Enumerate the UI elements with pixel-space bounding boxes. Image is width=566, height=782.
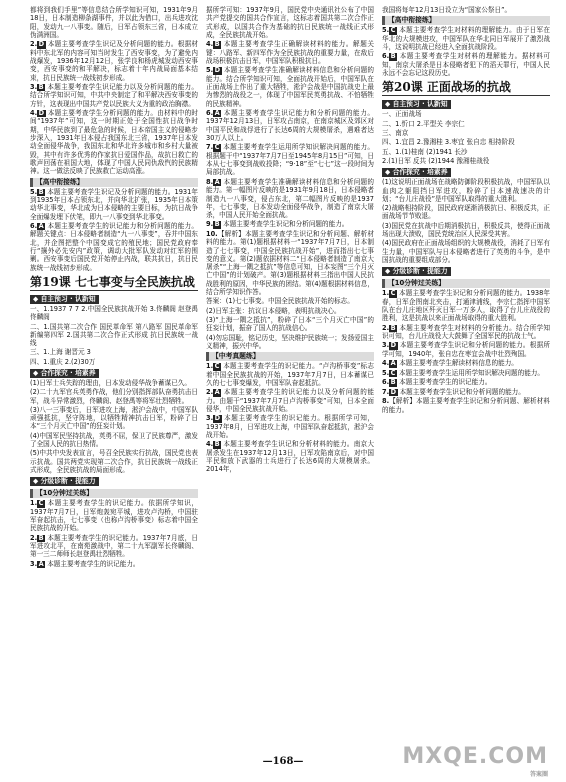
question-answer bbox=[382, 397, 550, 414]
explanation-text: 本题主要考查学生识记及分析问题的能力。根据材料中东北军的内容可知当时发生了西安事变，为了避免内战爆发，1936年12月12日，张学良和杨虎城发动西安事变，西安事变的和平解决，标志着十年内战局面基本结束，抗日民族统一战线初步形成。 bbox=[30, 40, 198, 82]
answer-paragraph: 我国将每年12月13日设立为“国家公祭日”。 bbox=[382, 6, 512, 14]
subsection-heading: 【中考真题练】 bbox=[206, 352, 374, 361]
explanation-text: 本题主要考查学生的识记能力。 bbox=[47, 559, 140, 568]
answer-letter: B bbox=[214, 440, 220, 449]
explanation-text: 本题主要考查学生正确解读材料的能力。解题关键：八路军、新四军作为全民族抗战的重要力量，在敌后战场积极抗击日军，中国军队积极抗日。 bbox=[206, 40, 374, 65]
answer-paragraph: 一、1.1937 7 7 2.中国全民族抗战开始 3.佟麟阁 赵登禹 佟麟阁 bbox=[30, 304, 198, 322]
question-number: 2. bbox=[206, 388, 214, 397]
answer-paragraph: (3)国民党在抗战中后期消极抗日，积极反共，使得正面战场出现大溃败，国民党统治区人民深受其害。 bbox=[382, 221, 550, 239]
question-number: 10. bbox=[206, 229, 218, 238]
question-answer bbox=[206, 414, 374, 439]
question-answer bbox=[382, 369, 550, 378]
explanation-text: 本题主要考查学生的识记能力。 bbox=[399, 378, 492, 387]
question-answer bbox=[206, 143, 374, 176]
answer-letter: A bbox=[214, 388, 220, 397]
question-answer bbox=[206, 220, 374, 229]
answer-letter: A bbox=[214, 177, 220, 186]
question-answer bbox=[30, 188, 198, 221]
question-number: 6. bbox=[30, 221, 38, 230]
explanation-text: 本题主要考查学生识记能力以及分析问题的能力。结合所学知识可知，中共中央制定了和平解决西安事变的方针，这表现出中国共产党以民族大义为重的政治胸襟。 bbox=[30, 82, 198, 108]
explanation-text: 【解析】本题主要考查学生识记和分析问题、解析材料的能力。第(1)题根据材料一“1937年7月7日，日本制造了七七事变，中国全民族抗战开始”，进而指出七七事变的意义。第(2)题依据材料二“日本侵略者制造了南京大屠杀”“上海一隅之抵抗”等信息可知，日本妄图“三个月灭亡中国”的计划破产。第(3)题根据材料三指出中国人民抗战胜利的原因，中华民族的团结。第(4)题根据材料信息，结合所学知识作答。 bbox=[206, 229, 374, 297]
question-number: 2. bbox=[30, 40, 38, 49]
answer-letter: B bbox=[390, 378, 396, 387]
question-number: 6. bbox=[382, 378, 390, 387]
answer-letter: D bbox=[38, 40, 45, 49]
section-band: ◆ 自主预习 · 认新知 bbox=[382, 100, 451, 109]
section-band: ◆ 自主预习 · 认新知 bbox=[30, 295, 99, 304]
explanation-text: 本题主要考查学生分析问题的能力。由材料中的时间“1937年”可知，这一时期正处于全国性抗日战争时期，中华民族到了最危急的时候，日本帝国主义的侵略步步深入，1931年日本侵占我国东北三省，1937年日本发动全面侵华战争，我国东北和华北许多城市和乡村大量被毁，其中有许多优秀的作家抗日爱国作品，故抗日救亡的歌声回荡在祖国大地，体现了中国人民同仇敌忾的民族精神。这一做法反映了民族救亡运动高涨。 bbox=[30, 108, 198, 176]
answer-paragraph: 四、1.宜昌 2.豫湘桂 3.枣宜 张自忠 相持阶段 bbox=[382, 138, 515, 147]
explanation-text: 本题主要考查学生识记和分析材料的能力。南京大屠杀发生在1937年12月13日，日军攻陷南京后，对中国平民和放下武器的士兵进行了长达6周的大规模屠杀。2014年， bbox=[206, 440, 374, 474]
question-answer bbox=[382, 324, 550, 341]
answer-letter: C bbox=[214, 362, 220, 371]
explanation-text: 本题主要考查学生识记和分析问题的能力。 bbox=[399, 387, 525, 396]
answer-letter: C bbox=[38, 499, 44, 508]
answer-paragraph: (2)战略相持阶段，国民政府逐渐消极抗日、积极反共，正面战场节节败退。 bbox=[382, 204, 550, 221]
explanation-text: 本题主要考查学生的识记能力。1937年7月底，日军进攻北平，在南苑激战中，第二十九军副军长佟麟阁、第一三二师师长赵登禹壮烈牺牲。 bbox=[30, 533, 198, 559]
answer-letter: D bbox=[38, 108, 45, 117]
question-answer bbox=[206, 362, 374, 387]
question-answer bbox=[206, 388, 374, 413]
question-number: 3. bbox=[382, 341, 390, 350]
explanation-text: 本题主要考查学生识记和分析问题的能力。 bbox=[223, 220, 349, 229]
page-number: —168— bbox=[262, 756, 304, 767]
question-number: 1. bbox=[382, 289, 390, 298]
question-number: 4. bbox=[206, 440, 214, 449]
column-right bbox=[382, 6, 550, 748]
question-number: 5. bbox=[30, 187, 38, 196]
explanation-text: 本题主要考查学生对材料的分析能力。结合所学知识可知，台儿庄战役大大鼓舞了全国军民的抗战士气。 bbox=[382, 323, 550, 341]
question-answer bbox=[206, 40, 374, 65]
answer-paragraph: 答案：(1)七七事变。中国全民族抗战开始的标志。 bbox=[206, 297, 354, 306]
answer-letter: B bbox=[214, 40, 220, 49]
answer-letter: B bbox=[38, 533, 44, 542]
question-answer bbox=[382, 289, 550, 322]
question-answer bbox=[30, 83, 198, 108]
question-number: 4. bbox=[382, 359, 390, 368]
column-middle bbox=[206, 6, 374, 748]
answer-letter: D bbox=[390, 387, 397, 396]
question-number: 2. bbox=[30, 533, 38, 542]
question-number: 5. bbox=[382, 26, 390, 35]
question-number: 6. bbox=[206, 108, 214, 117]
answer-letter: B bbox=[38, 82, 44, 91]
watermark-brand: MXQE.COM bbox=[402, 744, 548, 769]
answer-letter: C bbox=[214, 143, 220, 152]
question-number: 7. bbox=[382, 387, 390, 396]
answer-paragraph: 都将到我们手里”等信息结合所学知识可知，1931年9月18日，日本制造柳条湖事件，并以此为借口，出兵进攻沈阳，发动九一八事变。随后，日军占领东三省，日本成立伪满洲国。 bbox=[30, 6, 198, 39]
answer-letter: A bbox=[38, 221, 44, 230]
answer-paragraph: 2.(1)日军 反共 (2)1944 豫湘桂战役 bbox=[382, 156, 490, 165]
answer-letter: B bbox=[390, 323, 396, 332]
answer-letter: A bbox=[38, 559, 44, 568]
explanation-text: 本题主要考查学生对材料的理解能力。据材料可知，南京大屠杀是日本侵略者犯下的滔天罪行，中国人民永远不会忘记这段历史。 bbox=[382, 52, 550, 78]
answer-paragraph: (5)中共中央发表宣言，号召全民族实行抗战，国民党也表示抗战。国共两党实现第二次合作，抗日民族统一战线正式形成，全民族抗战的局面形成。 bbox=[30, 449, 198, 474]
explanation-text: 本题主要考查学生对材料的理解能力。由于日军在华北的大规模进攻，中国军队在华北同日军展开了激烈战斗，这说明抗战已经进入全面抗战阶段。 bbox=[382, 26, 550, 52]
answer-paragraph: 三、1.上海 谢晋元 3 bbox=[30, 348, 91, 357]
section-band: ◆ 合作探究 · 培素养 bbox=[30, 369, 99, 378]
answer-letter: D bbox=[390, 341, 397, 350]
question-number: 4. bbox=[30, 108, 38, 117]
question-number: 3. bbox=[30, 82, 38, 91]
question-number: 4. bbox=[206, 40, 214, 49]
answer-letter: C bbox=[390, 289, 396, 298]
lesson-title: 第19课 七七事变与全民族抗战 bbox=[30, 275, 198, 291]
answer-letter: D bbox=[214, 414, 221, 423]
explanation-text: 本题主要考查学生的识记能力。“卢沟桥事变”标志着中国全民族抗战的开始，1937年7月7日，日本蓄谋已久的七七事变爆发，中国军队奋起抵抗。 bbox=[206, 362, 374, 387]
answer-letter: B bbox=[38, 187, 44, 196]
question-answer bbox=[382, 52, 550, 77]
answer-paragraph: (3)八一三事变后，日军进攻上海，淞沪会战中，中国军队顽强抵抗，坚守阵地，以牺牲精神抗击日军，粉碎了日本“三个月灭亡中国”的狂妄计划。 bbox=[30, 405, 198, 431]
answer-letter: A bbox=[214, 108, 220, 117]
question-number: 9. bbox=[206, 220, 214, 229]
watermark-tagline: 答案圈 bbox=[529, 771, 548, 778]
explanation-text: 本题主要考查学生运用所学知识解决问题的能力。根据题干中“1937年7月7日至1945年8月15日”可知，日本从七七事变到战败投降；“9·18”至“七七”这一段时间为局部抗战。 bbox=[206, 143, 374, 177]
explanation-text: 本题主要考查学生识记和分析问题的能力。1938年春，日军企图南北夹击，打通津浦线，李宗仁指挥中国军队在台儿庄地区歼灭日军一万多人，取得了台儿庄战役的胜利，这是抗战以来正面战场取得的重大胜利。 bbox=[382, 289, 550, 323]
question-number: 2. bbox=[382, 323, 390, 332]
question-number: 7. bbox=[206, 143, 214, 152]
lesson-title: 第20课 正面战场的抗战 bbox=[382, 80, 550, 96]
answer-paragraph: (4)中国军民坚持抗战，英勇不屈，保卫了民族尊严，激发了全国人民的抗日热情。 bbox=[30, 431, 198, 449]
question-number: 3. bbox=[206, 414, 214, 423]
answer-paragraph: (1)日军士兵失踪的理由，日本发动侵华战争蓄谋已久。 bbox=[30, 379, 191, 387]
explanation-text: 本题主要考查学生识记能力和分析问题的能力。1937年12月13日，日军攻占南京，在南京城区及郊区对中国平民和战俘进行了长达6周的大规模屠杀，遇难者达30万人以上。 bbox=[206, 108, 374, 143]
question-answer bbox=[30, 560, 198, 569]
answer-paragraph: 一、正面战场 bbox=[382, 110, 422, 119]
subsection-heading: 【高中衔接练】 bbox=[382, 16, 550, 25]
column-left bbox=[30, 6, 198, 748]
answer-paragraph: (4)勿忘国耻，铭记历史，坚决维护民族统一；发扬爱国主义精神，振兴中华。 bbox=[206, 333, 374, 350]
explanation-text: 本题主要考查学生的识记能力。根据所学可知，1937年8月，日军进攻上海，中国军队奋起抵抗，淞沪会战开始。 bbox=[206, 414, 374, 440]
question-answer bbox=[382, 359, 550, 368]
explanation-text: 本题主要考查学生识记及分析问题的能力。1931年到1935年日本占领东北，并向华北扩张，1935年日本策动华北事变，华北成为日本侵略的主要目标，为抗日战争全面爆发埋下伏笔，即九一八事变到华北事变。 bbox=[30, 187, 198, 221]
question-answer bbox=[30, 534, 198, 559]
answer-paragraph: (4)国民政府在正面战场组织的大规模战役，消耗了日军有生力量，中国军队与日本侵略者进行了英勇的斗争，是中国抗战的重要组成部分。 bbox=[382, 239, 550, 264]
question-answer bbox=[206, 230, 374, 296]
question-number: 5. bbox=[382, 368, 390, 377]
site-watermark bbox=[402, 744, 548, 778]
explanation-text: 【解析】本题主要考查学生识记和分析问题、解析材料的能力。 bbox=[382, 397, 550, 414]
answer-paragraph: (2)日军主张：抗议日本侵略，表明抗战决心。 bbox=[206, 306, 341, 315]
question-number: 8. bbox=[206, 177, 214, 186]
question-answer bbox=[30, 109, 198, 176]
explanation-text: 本题主要考查学生运用所学知识解决问题的能力。 bbox=[398, 368, 544, 377]
answer-letter: D bbox=[214, 66, 221, 75]
question-answer bbox=[382, 388, 550, 397]
question-number: 1. bbox=[206, 362, 214, 371]
answer-letter: B bbox=[390, 52, 396, 61]
question-number: 3. bbox=[30, 559, 38, 568]
answer-paragraph: 二、1.忻口 2.平型关 李宗仁 bbox=[382, 119, 465, 128]
question-answer bbox=[206, 178, 374, 220]
explanation-text: 本题主要考查学生准确解读材料信息和分析问题的能力。第一幅图片反映的是1931年9月18日，日本侵略者制造九一八事变，侵占东北，第二幅图片反映的是1937年，七七事变，日本发动全面侵华战争，制造了南京大屠杀，中国人民开始全面抗战。 bbox=[206, 177, 374, 220]
answer-letter: C bbox=[390, 26, 396, 35]
answer-paragraph: (2)二十九军官兵英勇作战，他们分别指挥部队奋勇抗击日军，战斗异常激烈，佟麟阁、赵登禹等将军壮烈牺牲。 bbox=[30, 388, 198, 405]
answer-paragraph: 据所学可知：1937年9月，国民党中央通讯社公布了中国共产党提交的国共合作宣言，这标志着国共第二次合作正式形成，以国共合作为基础的抗日民族统一战线正式形成，全民族抗战开始。 bbox=[206, 6, 374, 39]
question-answer bbox=[30, 222, 198, 272]
answer-letter: A bbox=[390, 359, 396, 368]
subsection-heading: 【10分钟过关练】 bbox=[382, 279, 550, 288]
answer-paragraph: 二、1.国共第二次合作 国民革命军 第八路军 国民革命军新编第四军 2.国共第二次合作正式形成 抗日民族统一战线 bbox=[30, 322, 198, 348]
explanation-text: 本题主要考查学生的识记能力。依据所学知识，1937年7月7日，日军炮轰宛平城，进攻卢沟桥，中国驻军奋起抗击，七七事变（也称卢沟桥事变）标志着中国全民族抗战的开始。 bbox=[30, 499, 198, 533]
explanation-text: 本题主要考查学生识记和分析问题的能力。根据所学可知，1940年，张自忠在枣宜会战中壮烈殉国。 bbox=[382, 341, 550, 358]
question-number: 8. bbox=[382, 397, 390, 406]
question-answer bbox=[30, 499, 198, 532]
explanation-text: 本题主要考查学生的识记能力以及分析问题的能力。由题干“1937年7月7日卢沟桥事变”可知，日本全面侵华，中国全民族抗战开始。 bbox=[206, 388, 374, 413]
question-answer bbox=[30, 40, 198, 82]
answer-paragraph: (3)“上海一隅之抵抗”，粉碎了日本“三个月灭亡中国”的狂妄计划，振奋了国人的抗战信心。 bbox=[206, 315, 374, 333]
answer-letter: C bbox=[390, 368, 396, 377]
explanation-text: 本题主要考查学生的识记能力和分析问题的能力。解题关键点：日本侵略者制造“九一八事变”，吞并中国东北，并企图把整个中国变成它的殖民地；国民党政府奉行“攘外必先安内”政策，调动大批军队发动对红军的围剿。西安事变后国民党开始停止内战，联共抗日，抗日民族统一战线初步形成。 bbox=[30, 221, 198, 272]
question-answer bbox=[206, 109, 374, 142]
question-answer bbox=[382, 26, 550, 51]
question-answer bbox=[206, 66, 374, 108]
section-band: ◆ 合作探究 · 培素养 bbox=[382, 168, 451, 177]
question-answer bbox=[206, 440, 374, 473]
question-answer bbox=[382, 378, 550, 387]
section-band: ◆ 分级诊断 · 提能力 bbox=[30, 477, 99, 486]
answer-letter: B bbox=[214, 220, 220, 229]
explanation-text: 本题主要考查学生解读材料信息的能力。 bbox=[399, 359, 518, 368]
question-number: 1. bbox=[30, 499, 38, 508]
question-number: 6. bbox=[382, 52, 390, 61]
subsection-heading: 【10分钟过关练】 bbox=[30, 489, 198, 498]
question-number: 5. bbox=[206, 66, 214, 75]
three-column-body bbox=[30, 6, 550, 748]
question-answer bbox=[382, 341, 550, 358]
answer-paragraph: (1)这说明正面战场在战略防御阶段积极抗战，中国军队以血肉之躯阻挡日军进攻，粉碎了日本速战速决的计划；“台儿庄战役”是中国军队取得的重大胜利。 bbox=[382, 178, 550, 203]
answer-paragraph: 三、南京 bbox=[382, 129, 409, 138]
answer-paragraph: 五、1.(1)桂南 (2)1941 长沙 bbox=[382, 147, 468, 156]
answer-paragraph: 四、1.重庆 2.(2)30万 bbox=[30, 357, 96, 366]
explanation-text: 本题主要考查学生准确解读材料信息和分析问题的能力。结合所学知识可知，全面抗战开始后，中国军队在正面战场上作出了重大牺牲，淞沪会战是中国抗战史上最为惨烈的战役之一，体现了中国军民英勇抗战、不怕牺牲的民族精神。 bbox=[206, 66, 374, 108]
section-band: ◆ 分级诊断 · 提能力 bbox=[382, 267, 451, 276]
subsection-heading: 【高中衔接练】 bbox=[30, 178, 198, 187]
